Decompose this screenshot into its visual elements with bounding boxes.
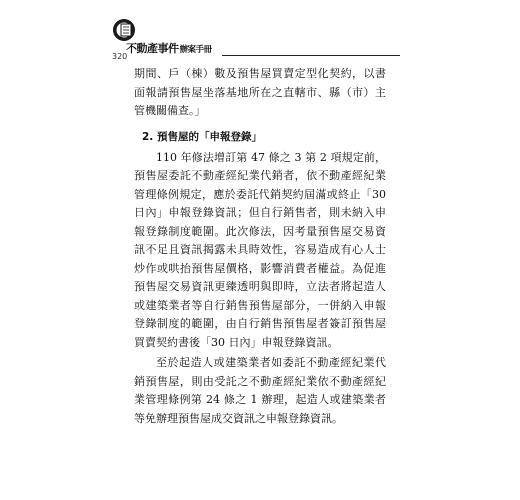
body-text	[134, 65, 386, 428]
page-number: 320	[112, 52, 128, 61]
paragraph-1: 110 年修法增訂第 47 條之 3 第 2 項規定前，預售屋委託不動產經紀業代銷者，依不動產經紀業管理條例規定，應於委託代銷契約屆滿或終止「30 日內」申報登錄資訊；但自行銷售者，則未納入申報登錄制度範圍。此次修法，因考量預售屋交易資訊不足且資訊揭露未具時效性，容易造成有心人士炒作或哄抬預售屋價格，影響消費者權益。為促進預售屋交易資訊更臻透明與即時，立法者將起造人或建築業者等自行銷售預售屋部分，一併納入申報登錄制度的範圍，由自行銷售預售屋者簽訂預售屋買賣契約書後「30 日內」申報登錄資訊。	[134, 150, 386, 349]
book-title: 不動產事件	[126, 42, 179, 55]
book-subtitle: 辦案手冊	[179, 45, 212, 55]
intro-paragraph: 期間、戶（棟）數及預售屋買賣定型化契約，以書面報請預售屋坐落基地所在之直轄市、縣（市）主管機關備查。」	[134, 67, 386, 117]
section-heading: 2. 預售屋的「申報登錄」	[142, 130, 262, 143]
header-divider	[222, 55, 400, 56]
paragraph-2: 至於起造人或建築業者如委託不動產經紀業代銷預售屋，則由受託之不動產經紀業依不動產經紀業管理條例第 24 條之 1 辦理，起造人或建築業者等免辦理預售屋成交資訊之申報登錄資訊。	[134, 356, 386, 425]
page-header	[112, 18, 402, 62]
header-title	[126, 40, 212, 56]
